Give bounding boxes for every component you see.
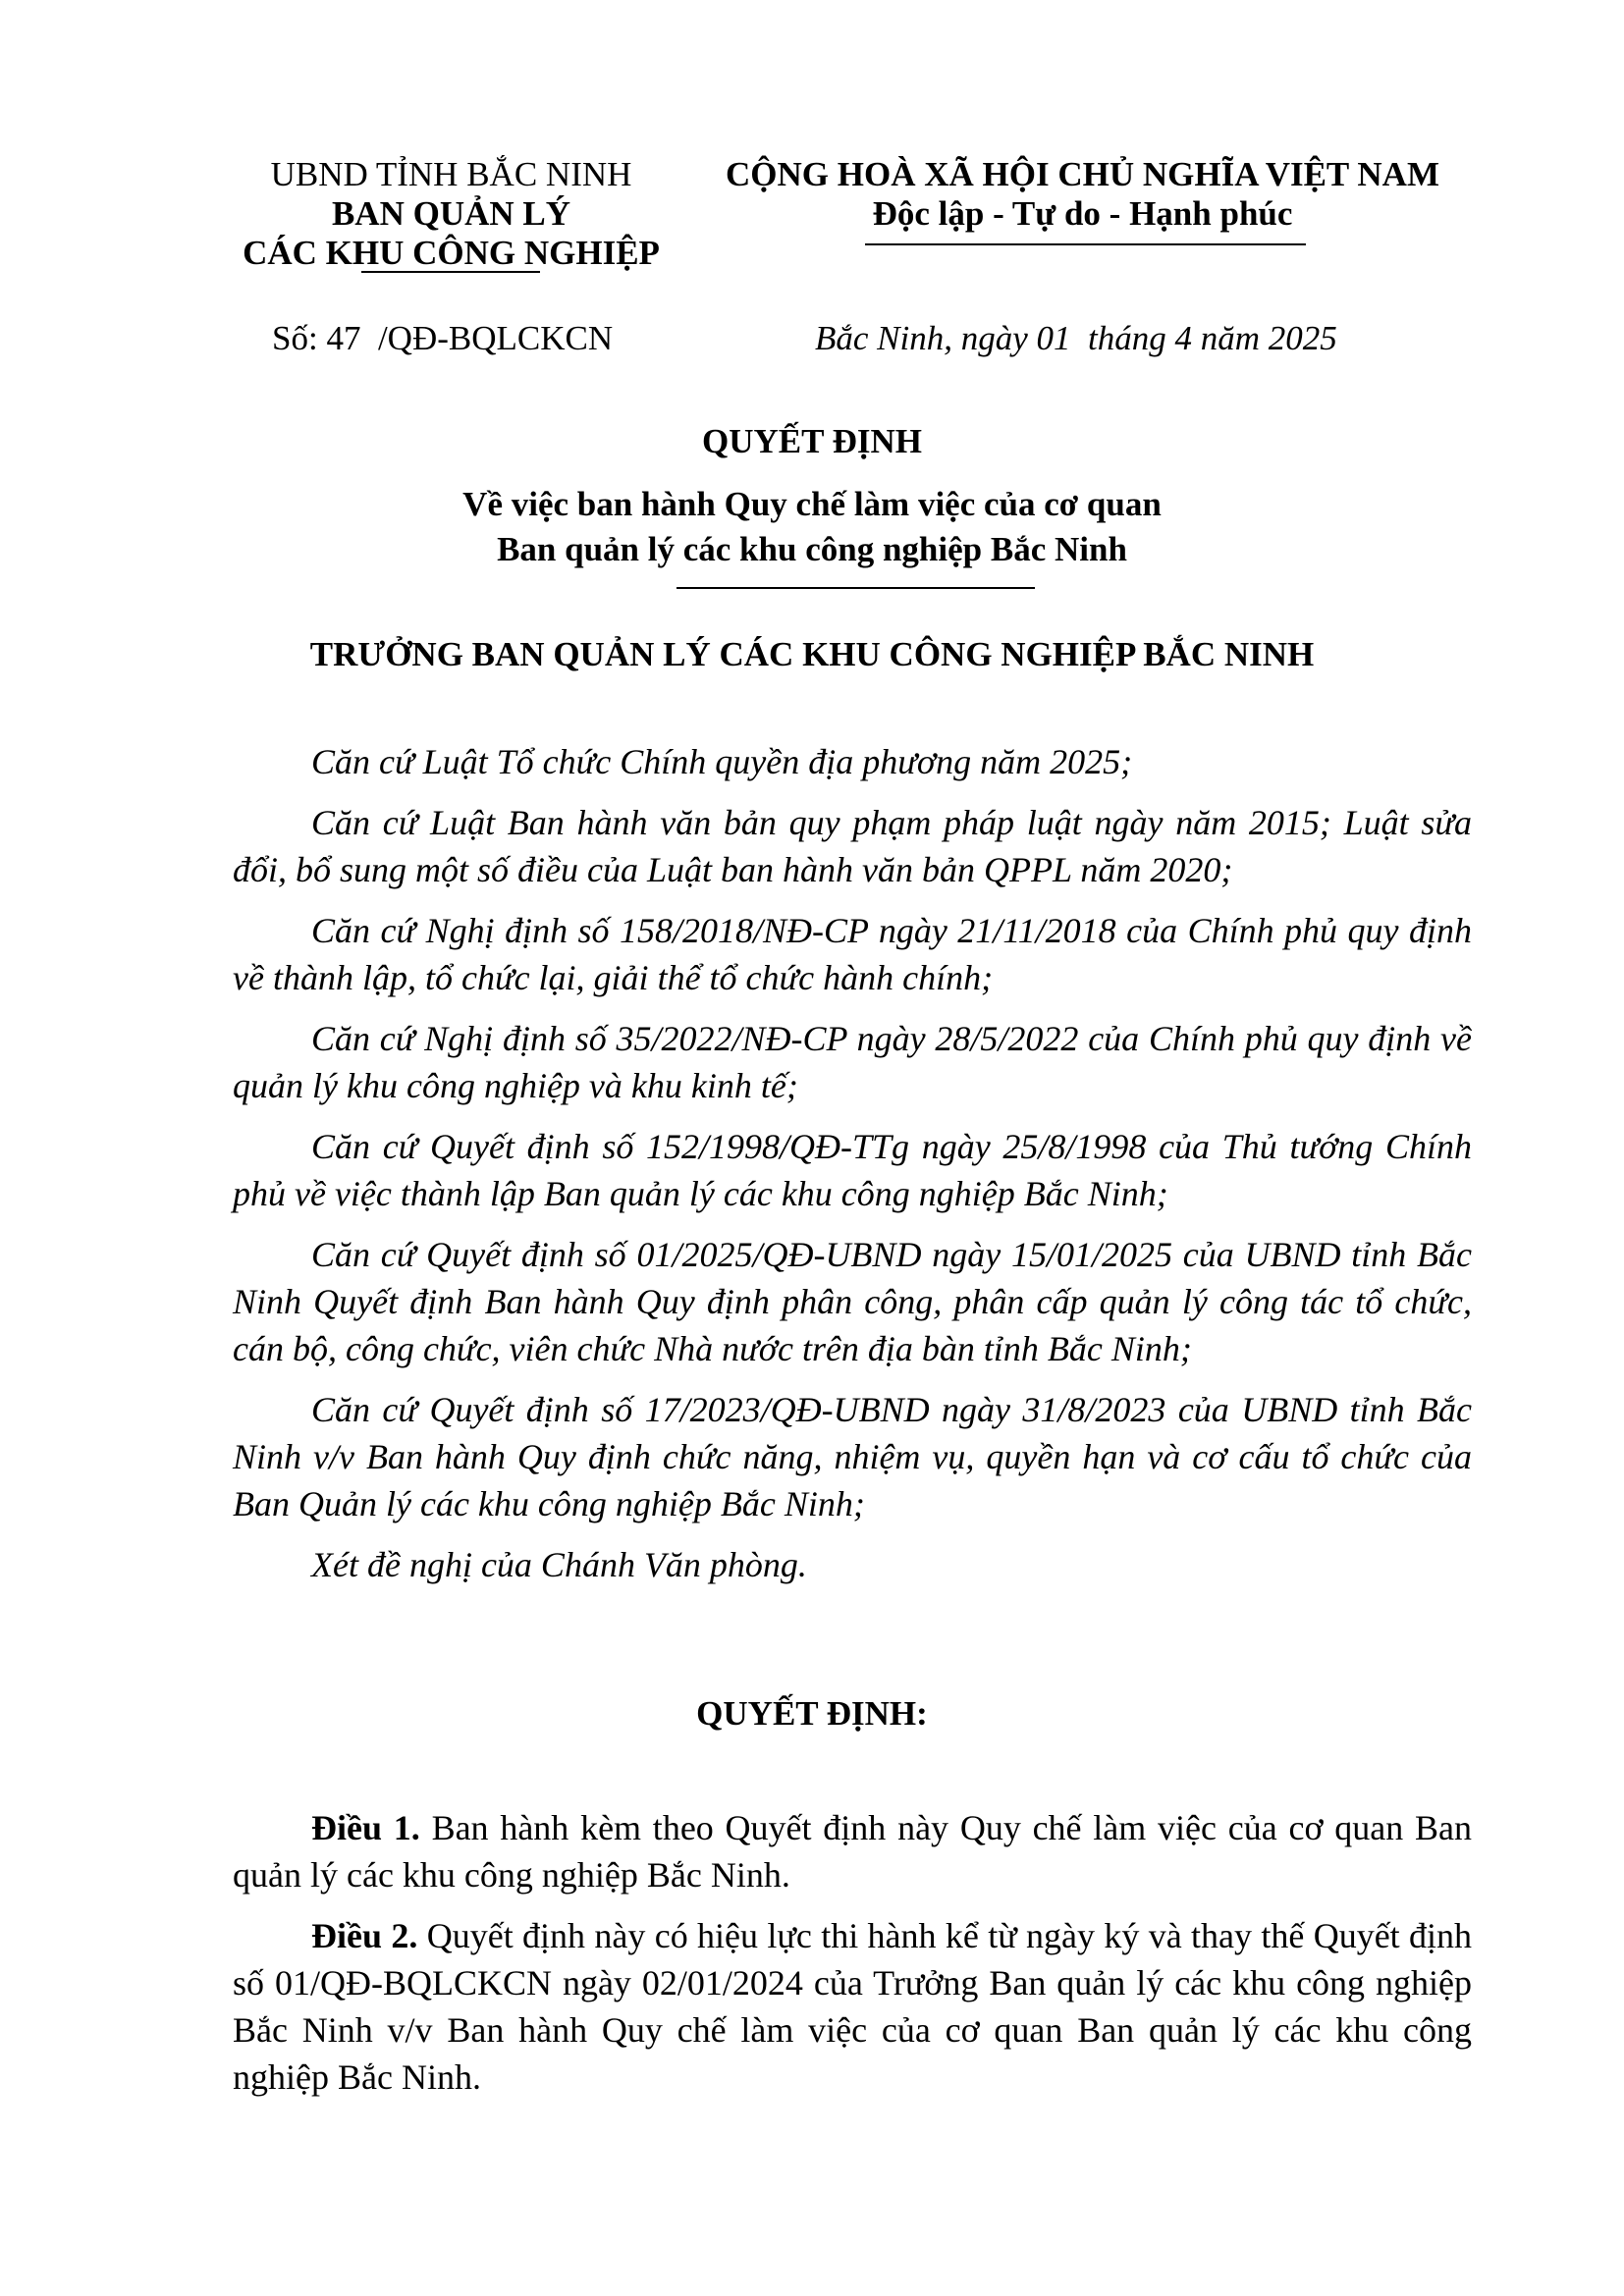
title-underline <box>677 587 1035 589</box>
issuer-block <box>228 155 675 273</box>
legal-basis-item: Căn cứ Quyết định số 01/2025/QĐ-UBND ngày 15/01/2025 của UBND tỉnh Bắc Ninh Quyết định Ban hành Quy định phân công, phân cấp quản lý công tác tổ chức, cán bộ, công chức, viên chức Nhà nước trên địa bàn tỉnh Bắc Ninh; <box>233 1235 1472 1368</box>
article-label: Điều 1. <box>311 1808 420 1847</box>
article-text: Ban hành kèm theo Quyết định này Quy chế làm việc của cơ quan Ban quản lý các khu công nghiệp Bắc Ninh. <box>233 1808 1473 1895</box>
document-number <box>272 319 613 358</box>
article-2 <box>233 1912 1472 2101</box>
doc-number-suffix: /QĐ-BQLCKCN <box>377 319 614 357</box>
country-name: CỘNG HOÀ XÃ HỘI CHỦ NGHĨA VIỆT NAM <box>726 155 1439 193</box>
article-1 <box>233 1804 1472 1898</box>
legal-basis-item: Căn cứ Nghị định số 35/2022/NĐ-CP ngày 28/5/2022 của Chính phủ quy định về quản lý khu công nghiệp và khu kinh tế; <box>233 1019 1472 1105</box>
document-date <box>815 319 1337 358</box>
date-day: 01 <box>1036 319 1071 357</box>
legal-bases <box>233 738 1472 1602</box>
decision-heading: QUYẾT ĐỊNH: <box>696 1694 928 1733</box>
articles <box>233 1804 1472 2114</box>
doc-number-prefix: Số: <box>272 319 318 357</box>
subject-line-2: Ban quản lý các khu công nghiệp Bắc Ninh <box>497 530 1127 568</box>
legal-basis-item: Căn cứ Nghị định số 158/2018/NĐ-CP ngày 21/11/2018 của Chính phủ quy định về thành lập, tổ chức lại, giải thể tổ chức hành chính; <box>233 911 1472 997</box>
article-label: Điều 2. <box>311 1916 418 1955</box>
national-motto-block <box>697 155 1468 234</box>
legal-basis-item: Căn cứ Quyết định số 152/1998/QĐ-TTg ngày 25/8/1998 của Thủ tướng Chính phủ về việc thành lập Ban quản lý các khu công nghiệp Bắc Ninh; <box>233 1127 1472 1213</box>
date-place: Bắc Ninh, ngày <box>815 319 1028 357</box>
date-rest: tháng 4 năm 2025 <box>1088 319 1337 357</box>
legal-basis-item: Xét đề nghị của Chánh Văn phòng. <box>311 1545 807 1584</box>
issuer-name-line2: CÁC KHU CÔNG NGHIỆP <box>243 234 660 272</box>
article-text: Quyết định này có hiệu lực thi hành kể từ ngày ký và thay thế Quyết định số 01/QĐ-BQLCKCN ngày 02/01/2024 của Trưởng Ban quản lý các khu công nghiệp Bắc Ninh v/v Ban hành Quy chế làm việc của cơ quan Ban quản lý các khu công nghiệp Bắc Ninh. <box>233 1916 1473 2097</box>
subject-line-1: Về việc ban hành Quy chế làm việc của cơ quan <box>462 485 1162 523</box>
issuing-authority: TRƯỞNG BAN QUẢN LÝ CÁC KHU CÔNG NGHIỆP BẮC NINH <box>309 635 1315 673</box>
legal-basis-item: Căn cứ Luật Ban hành văn bản quy phạm pháp luật ngày năm 2015; Luật sửa đổi, bổ sung một số điều của Luật ban hành văn bản QPPL năm 2020; <box>233 803 1472 889</box>
motto-underline <box>865 243 1306 245</box>
issuer-underline <box>361 271 540 273</box>
legal-basis-item: Căn cứ Luật Tổ chức Chính quyền địa phương năm 2025; <box>311 742 1133 781</box>
issuer-parent: UBND TỈNH BẮC NINH <box>270 155 632 193</box>
issuer-name-line1: BAN QUẢN LÝ <box>331 194 571 233</box>
document-type-title: QUYẾT ĐỊNH <box>702 422 922 460</box>
motto: Độc lập - Tự do - Hạnh phúc <box>872 194 1293 233</box>
legal-basis-item: Căn cứ Quyết định số 17/2023/QĐ-UBND ngày 31/8/2023 của UBND tỉnh Bắc Ninh v/v Ban hành Quy định chức năng, nhiệm vụ, quyền hạn và cơ cấu tổ chức của Ban Quản lý các khu công nghiệp Bắc Ninh; <box>233 1390 1472 1523</box>
doc-number-value: 47 <box>326 319 361 357</box>
